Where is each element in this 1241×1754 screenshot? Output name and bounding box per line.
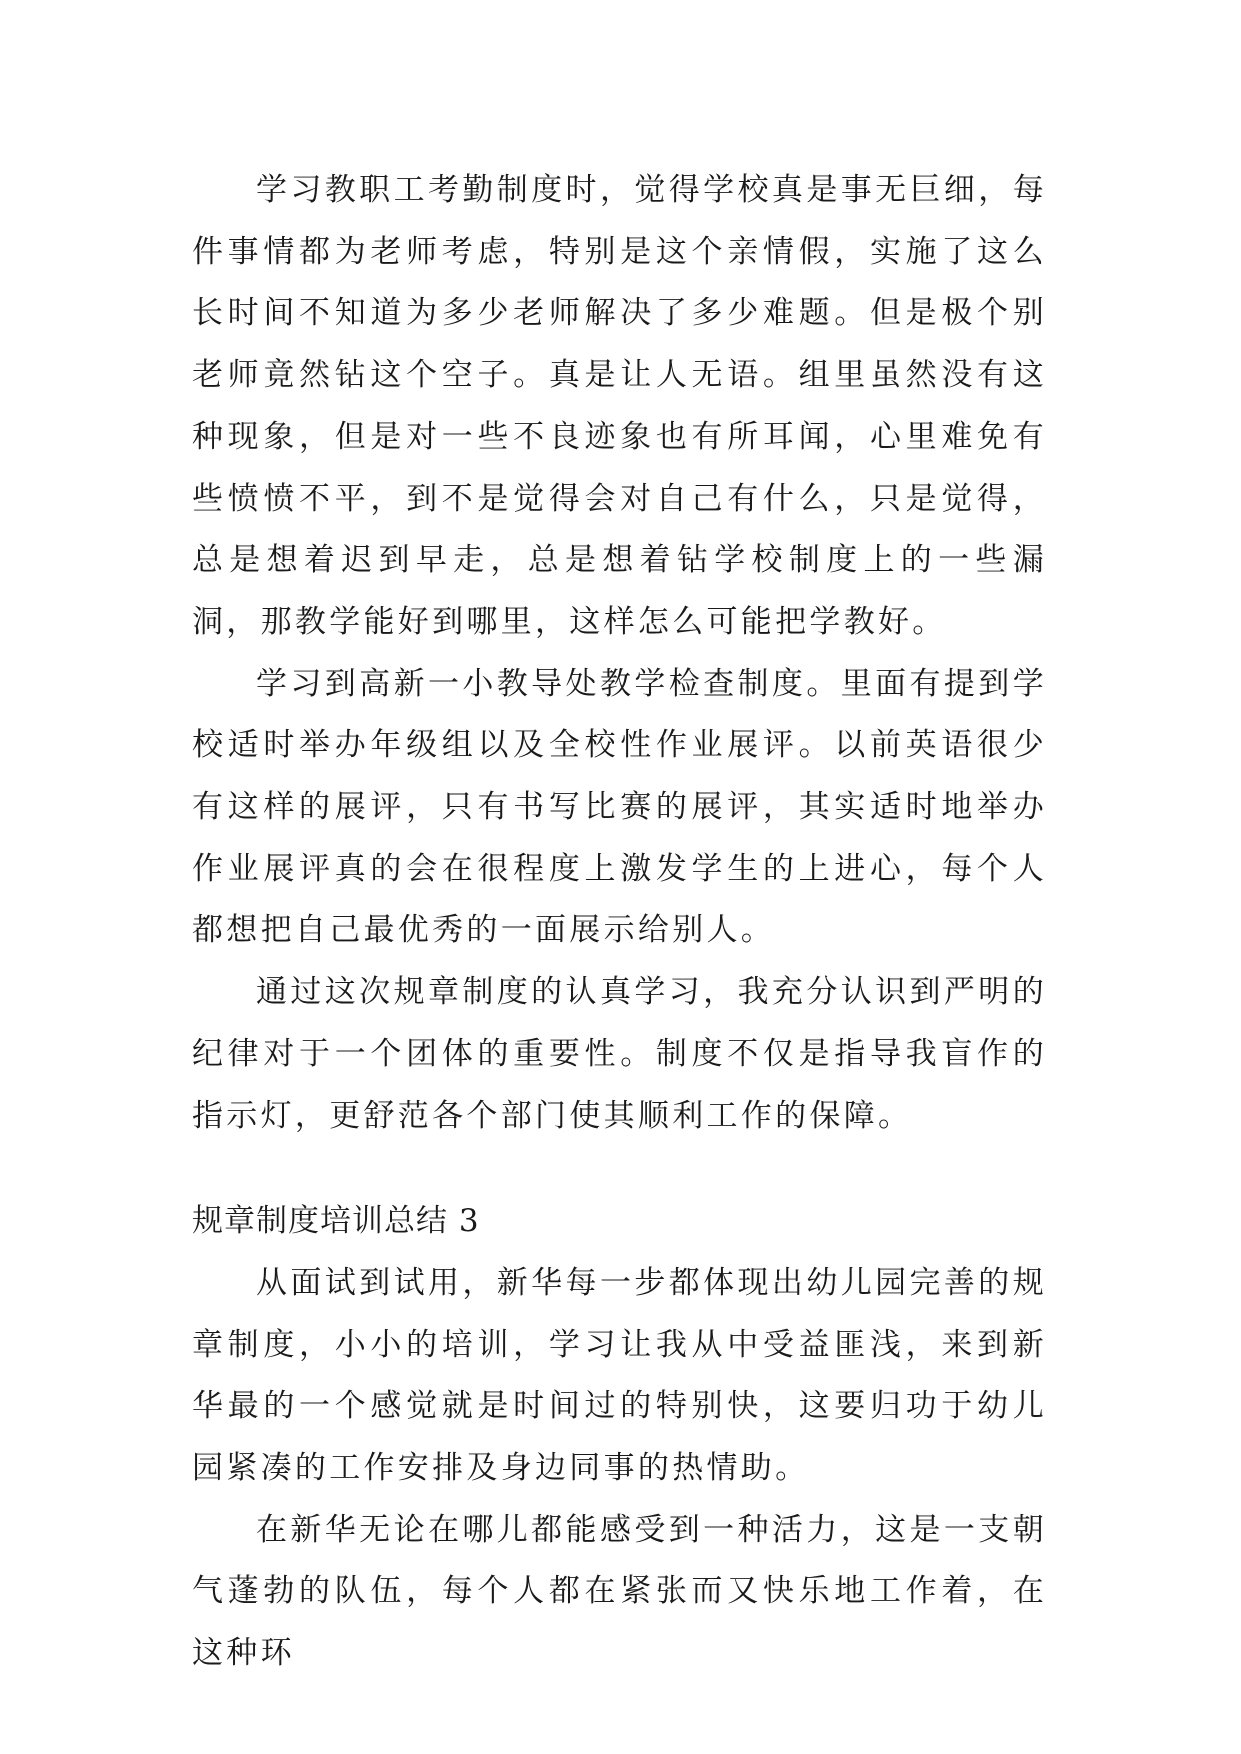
paragraph-attendance-policy: 学习教职工考勤制度时，觉得学校真是事无巨细，每件事情都为老师考虑，特别是这个亲情假，实施了这么长时间不知道为多少老师解决了多少难题。但是极个别老师竟然钻这个空子。真是让人无语。组里虽然没有这种现象，但是对一些不良迹象也有所耳闻，心里难免有些愤愤不平，到不是觉得会对自己有什么，只是觉得，总是想着迟到早走，总是想着钻学校制度上的一些漏洞，那教学能好到哪里，这样怎么可能把学教好。 bbox=[192, 172, 1047, 640]
paragraph-interview-trial: 从面试到试用，新华每一步都体现出幼儿园完善的规章制度，小小的培训，学习让我从中受益匪浅，来到新华最的一个感觉就是时间过的特别快，这要归功于幼儿园紧凑的工作安排及身边同事的热情助。 bbox=[192, 1264, 1047, 1487]
section-heading: 规章制度培训总结 3 bbox=[192, 1203, 480, 1240]
paragraph-teaching-inspection: 学习到高新一小教导处教学检查制度。里面有提到学校适时举办年级组以及全校性作业展评。以前英语很少有这样的展评，只有书写比赛的展评，其实适时地举办作业展评真的会在很程度上激发学生的上进心，每个人都想把自己最优秀的一面展示给别人。 bbox=[192, 665, 1047, 949]
section-spacer bbox=[192, 1147, 1047, 1191]
document-body bbox=[192, 160, 1047, 1685]
paragraph-study-conclusion: 通过这次规章制度的认真学习，我充分认识到严明的纪律对于一个团体的重要性。制度不仅是指导我盲作的指示灯，更舒范各个部门使其顺利工作的保障。 bbox=[192, 974, 1047, 1134]
paragraph-team-vitality: 在新华无论在哪儿都能感受到一种活力，这是一支朝气蓬勃的队伍，每个人都在紧张而又快乐地工作着，在这种环 bbox=[192, 1511, 1047, 1672]
